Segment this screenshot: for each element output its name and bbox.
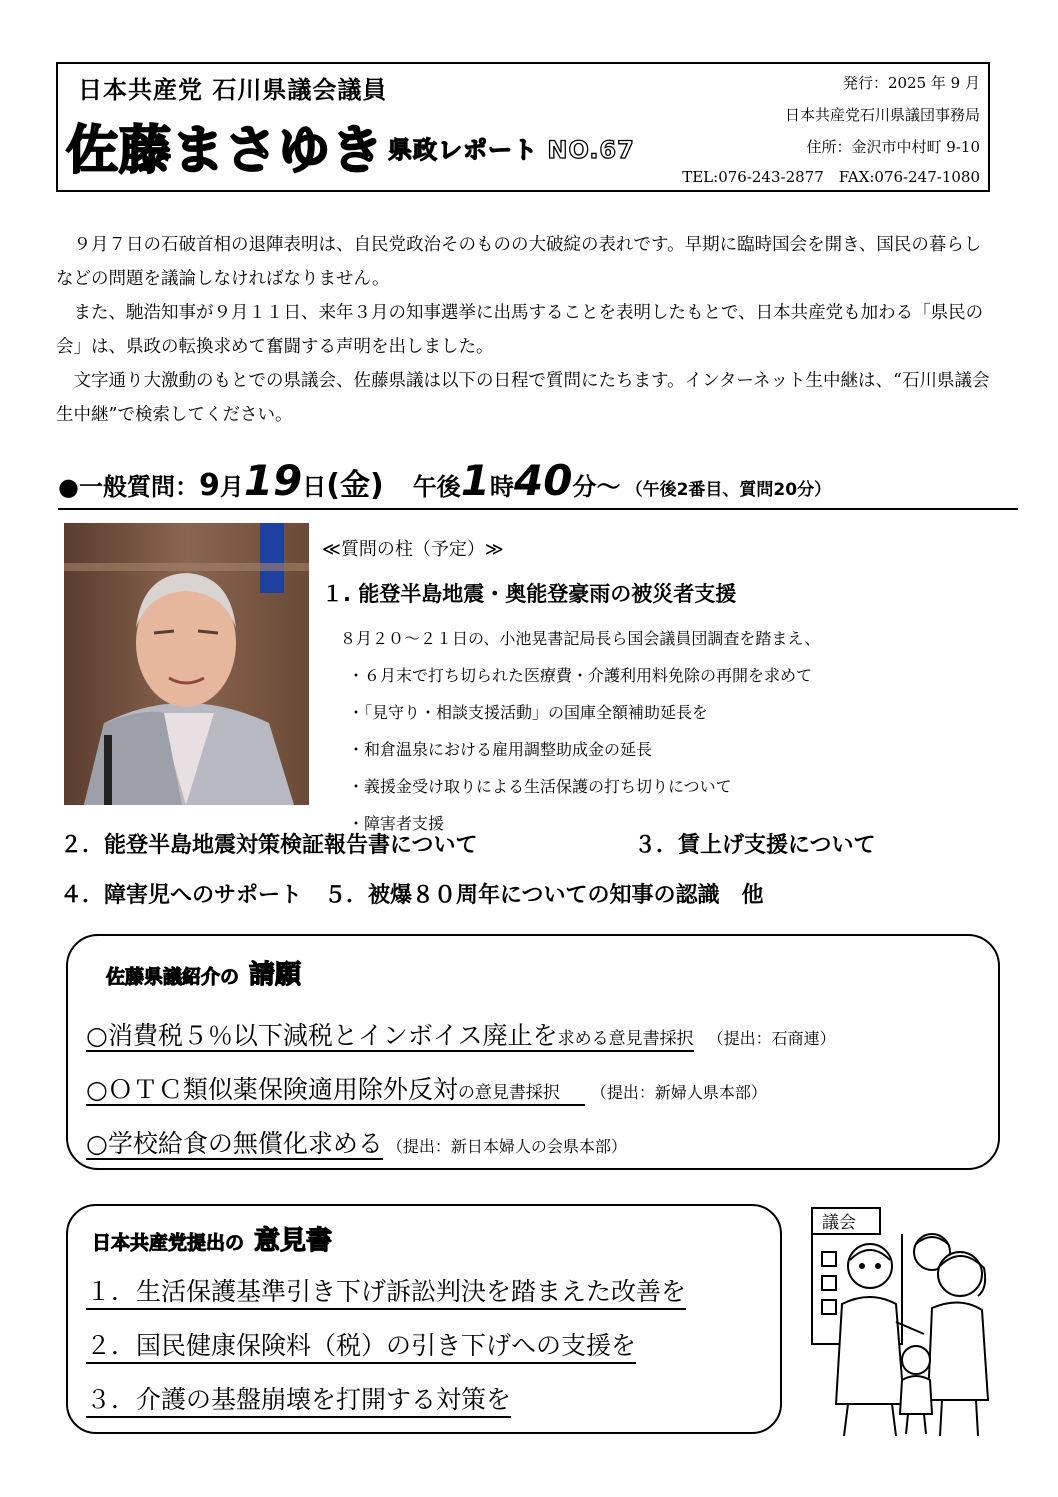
opinion-title-main: 意見書 bbox=[254, 1226, 333, 1256]
opinion-item: ２．国民健康保険料（税）の引き下げへの支援を bbox=[86, 1326, 636, 1364]
question-label: ●一般質問： bbox=[58, 473, 199, 501]
opinion-item: ３．介護の基盤崩壊を打開する対策を bbox=[86, 1380, 511, 1418]
question-weekday: (金) bbox=[326, 468, 384, 503]
bullet-item: ８月２０～２１日の、小池晃書記局長ら国会議員団調査を踏まえ、 bbox=[340, 629, 821, 648]
question-schedule-heading bbox=[58, 456, 1018, 510]
pillars-heading: ≪質問の柱（予定）≫ bbox=[322, 539, 504, 560]
question-hour: 1 bbox=[460, 456, 491, 505]
topic-4-5: ４．障害児へのサポート ５．被爆８０周年についての知事の認識 他 bbox=[60, 883, 764, 908]
day-unit: 日 bbox=[302, 473, 327, 501]
petition-title-label: 佐藤県議紹介の bbox=[106, 966, 240, 988]
petition-item-tail: の意見書採択 bbox=[457, 1083, 560, 1103]
topic-3: ３．賃上げ支援について bbox=[634, 833, 876, 858]
bullet-item: ・障害者支援 bbox=[348, 814, 445, 833]
petition-item-main: ○消費税５％以下減税とインボイス廃止を bbox=[86, 1021, 558, 1050]
petition-item-main: ○学校給食の無償化求める bbox=[86, 1129, 383, 1158]
bullet-item: ・「見守り・相談支援活動」の国庫全額補助延長を bbox=[348, 703, 709, 722]
minute-unit: 分～ bbox=[572, 473, 621, 501]
bullet-item: ・義援金受け取りによる生活保護の打ち切りについて bbox=[348, 777, 732, 796]
petition-item-source: （提出：新日本婦人の会県本部） bbox=[386, 1137, 627, 1156]
petition-box bbox=[66, 934, 1000, 1170]
opinion-title bbox=[92, 1220, 332, 1257]
petition-item-main: ○ＯＴＣ類似薬保険適用除外反対 bbox=[86, 1075, 458, 1104]
opinion-title-label: 日本共産党提出の bbox=[92, 1232, 245, 1254]
councillor-name: 佐藤まさゆき bbox=[66, 121, 385, 181]
masthead bbox=[56, 62, 990, 192]
bullet-item: ・和倉温泉における雇用調整助成金の延長 bbox=[348, 740, 653, 759]
petition-item-source: （提出：石商連） bbox=[707, 1029, 836, 1048]
publisher-address: 住所：金沢市中村町 9-10 bbox=[806, 138, 980, 156]
question-day: 19 bbox=[243, 456, 303, 505]
publisher-contact: TEL:076-243-2877 FAX:076-247-1080 bbox=[682, 168, 980, 186]
topic-2: ２．能登半島地震対策検証報告書について bbox=[60, 833, 478, 858]
petition-item-tail: 求める意見書採択 bbox=[557, 1029, 694, 1049]
hour-unit: 時 bbox=[490, 473, 515, 501]
petition-item bbox=[86, 1124, 627, 1160]
intro-paragraph: また、馳浩知事が９月１１日、来年３月の知事選挙に出馬することを表明したもとで、日本共産党も加わる「県民の会」は、県政の転換求めて奮闘する声明を出しました。 bbox=[56, 303, 984, 357]
question-minute: 40 bbox=[514, 456, 573, 505]
councillor-photo bbox=[64, 523, 309, 805]
family-assembly-illustration bbox=[792, 1204, 1002, 1440]
petition-item-source: （提出：新婦人県本部） bbox=[598, 1083, 767, 1102]
publisher-office: 日本共産党石川県議団事務局 bbox=[784, 106, 980, 124]
intro-paragraph: 文字通り大激動のもとでの県議会、佐藤県議は以下の日程で質問にたちます。インターネット生中継は、“石川県議会 生中継”で検索してください。 bbox=[56, 371, 1007, 425]
question-note: （午後2番目、質問20分） bbox=[625, 480, 832, 500]
opinion-item: １．生活保護基準引き下げ訴訟判決を踏まえた改善を bbox=[86, 1272, 686, 1310]
petition-title bbox=[106, 954, 301, 991]
petition-title-main: 請願 bbox=[249, 960, 302, 990]
question-month: 9 bbox=[198, 468, 220, 503]
org-title: 日本共産党 石川県議会議員 bbox=[78, 76, 388, 104]
topic-1: １. 能登半島地震・奥能登豪雨の被災者支援 bbox=[322, 582, 737, 606]
bullet-item: ・６月末で打ち切られた医療費・介護利用料免除の再開を求めて bbox=[348, 666, 813, 685]
question-pm: 午後 bbox=[412, 473, 461, 501]
petition-item bbox=[86, 1070, 767, 1106]
report-subtitle: 県政レポート NO.67 bbox=[388, 136, 635, 164]
topic-1-bullets bbox=[340, 624, 820, 846]
issue-date: 発行：2025 年 9 月 bbox=[842, 74, 980, 92]
intro-paragraph: ９月７日の石破首相の退陣表明は、自民党政治そのものの大破綻の表れです。早期に臨時国会を開き、国民の暮らしなどの問題を議論しなければなりません。 bbox=[56, 235, 982, 289]
month-unit: 月 bbox=[219, 473, 244, 501]
petition-item bbox=[86, 1016, 836, 1052]
opinion-box bbox=[66, 1204, 782, 1434]
illustration-sign: 議会 bbox=[822, 1213, 856, 1233]
intro-text bbox=[56, 228, 1007, 432]
